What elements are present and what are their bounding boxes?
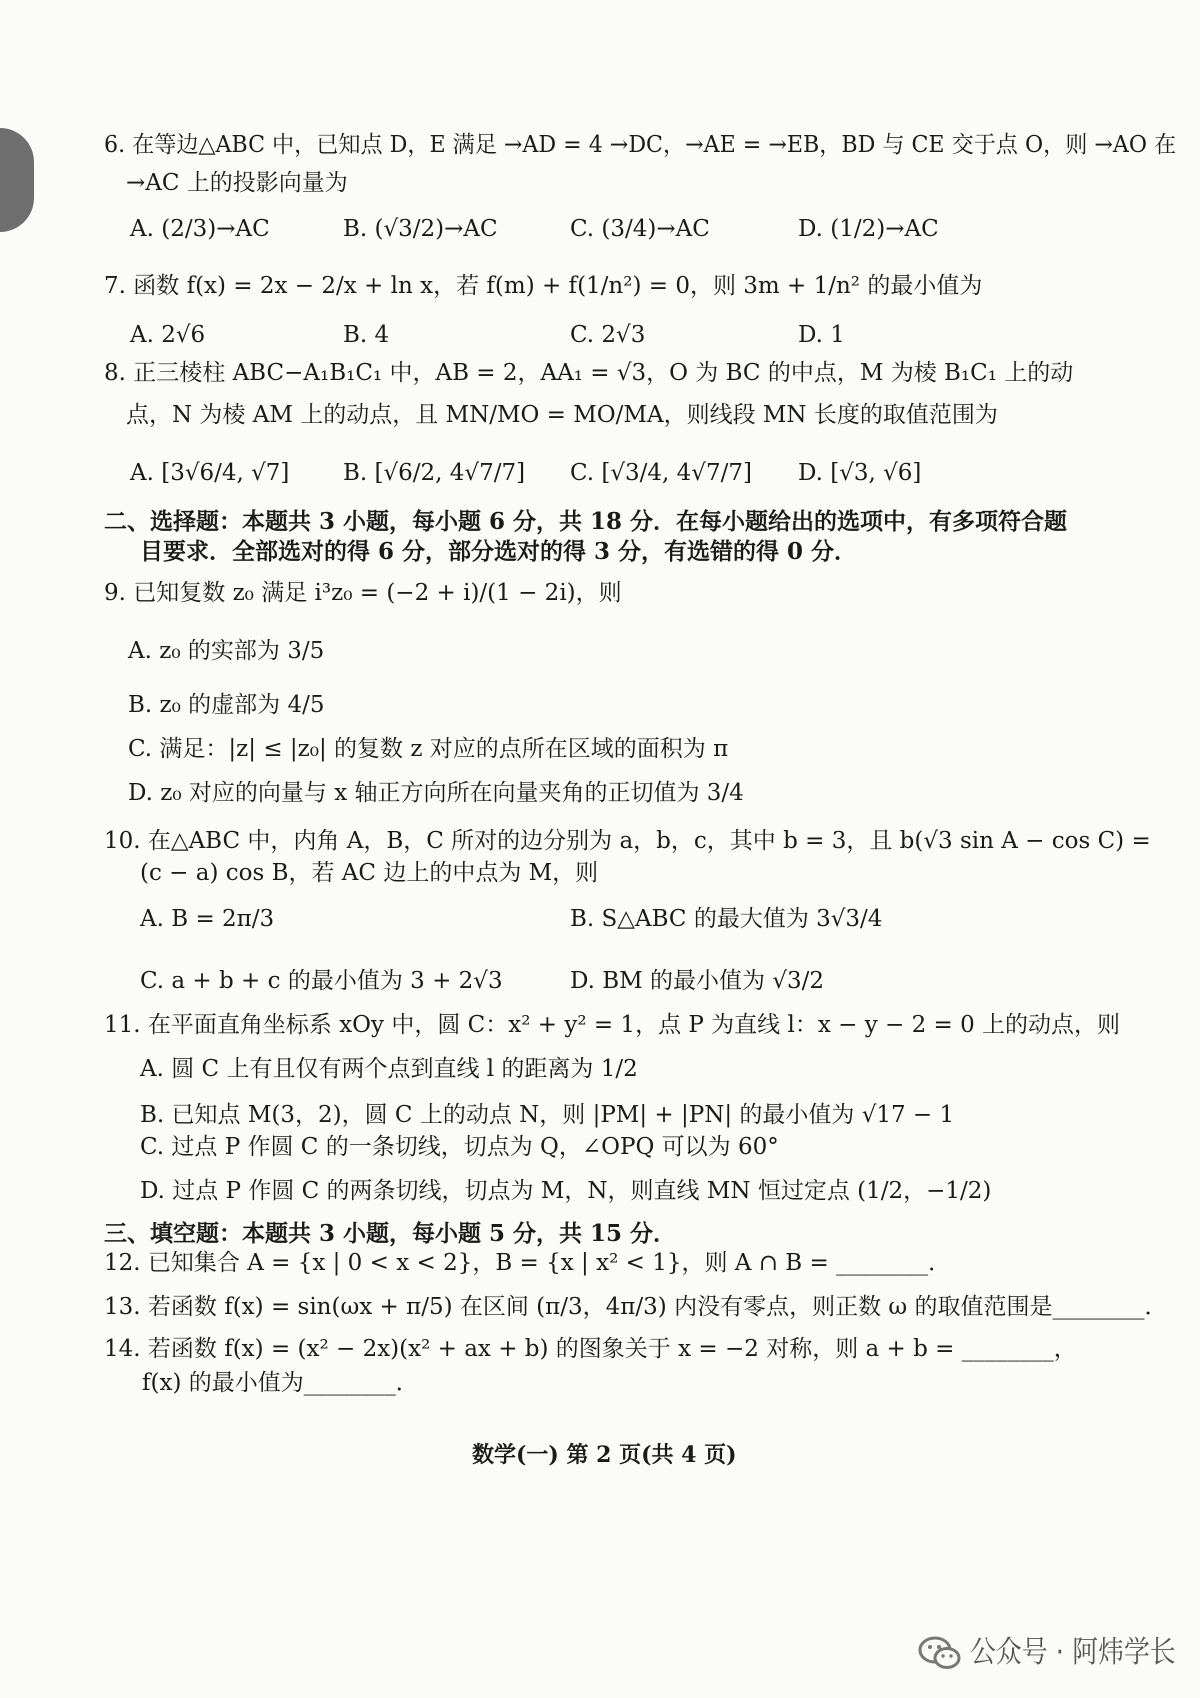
q7-option-b: B. 4: [343, 322, 390, 348]
q9-option-d: D. z₀ 对应的向量与 x 轴正方向所在向量夹角的正切值为 3/4: [128, 780, 744, 806]
q6-option-d: D. (1/2)→AC: [798, 216, 939, 242]
q8-option-d: D. [√3, √6]: [798, 460, 922, 486]
wechat-icon: [918, 1636, 962, 1670]
q10-option-b: B. S△ABC 的最大值为 3√3/4: [570, 906, 883, 932]
section-3-heading: 三、填空题：本题共 3 小题，每小题 5 分，共 15 分．: [104, 1220, 677, 1247]
q11-option-b: B. 已知点 M(3，2)，圆 C 上的动点 N，则 |PM| + |PN| 的最小值为 √17 − 1: [140, 1102, 955, 1128]
q6-stem-line2: →AC 上的投影向量为: [126, 170, 348, 196]
q11-stem: 11. 在平面直角坐标系 xOy 中，圆 C：x² + y² = 1，点 P 为直线 l：x − y − 2 = 0 上的动点，则: [104, 1012, 1121, 1038]
q7-option-c: C. 2√3: [570, 322, 646, 348]
q9-stem: 9. 已知复数 z₀ 满足 i³z₀ = (−2 + i)/(1 − 2i)，则: [104, 580, 622, 606]
q8-option-a: A. [3√6/4, √7]: [130, 460, 290, 486]
q13: 13. 若函数 f(x) = sin(ωx + π/5) 在区间 (π/3，4π/3) 内没有零点，则正数 ω 的取值范围是________．: [104, 1294, 1168, 1320]
q10-option-d: D. BM 的最小值为 √3/2: [570, 968, 824, 994]
section-2-heading-line1: 二、选择题：本题共 3 小题，每小题 6 分，共 18 分．在每小题给出的选项中，有多项符合题: [104, 508, 1068, 535]
q9-option-a: A. z₀ 的实部为 3/5: [128, 638, 325, 664]
q7-option-a: A. 2√6: [130, 322, 206, 348]
q10-option-a: A. B = 2π/3: [140, 906, 275, 932]
q8-option-b: B. [√6/2, 4√7/7]: [343, 460, 526, 486]
page-footer: 数学(一) 第 2 页(共 4 页): [472, 1442, 737, 1468]
q9-option-c: C. 满足：|z| ≤ |z₀| 的复数 z 对应的点所在区域的面积为 π: [128, 736, 729, 762]
section-2-heading-line2: 目要求．全部选对的得 6 分，部分选对的得 3 分，有选错的得 0 分．: [140, 538, 858, 565]
q7-stem: 7. 函数 f(x) = 2x − 2/x + ln x，若 f(m) + f(1/n²) = 0，则 3m + 1/n² 的最小值为: [104, 273, 983, 299]
q6-stem-line1: 6. 在等边△ABC 中，已知点 D，E 满足 →AD = 4 →DC，→AE = →EB，BD 与 CE 交于点 O，则 →AO 在: [104, 132, 1177, 158]
q14-line2: f(x) 的最小值为________．: [142, 1370, 419, 1396]
q10-option-c: C. a + b + c 的最小值为 3 + 2√3: [140, 968, 503, 994]
q11-option-a: A. 圆 C 上有且仅有两个点到直线 l 的距离为 1/2: [140, 1056, 638, 1082]
q12: 12. 已知集合 A = {x | 0 < x < 2}，B = {x | x² < 1}，则 A ∩ B = ________．: [104, 1250, 952, 1276]
q10-stem-line1: 10. 在△ABC 中，内角 A，B，C 所对的边分别为 a，b，c，其中 b = 3，且 b(√3 sin A − cos C) =: [104, 828, 1151, 854]
q8-option-c: C. [√3/4, 4√7/7]: [570, 460, 752, 486]
q6-option-c: C. (3/4)→AC: [570, 216, 710, 242]
q8-stem-line2: 点，N 为棱 AM 上的动点，且 MN/MO = MO/MA，则线段 MN 长度的取值范围为: [126, 402, 998, 428]
q9-option-b: B. z₀ 的虚部为 4/5: [128, 692, 325, 718]
watermark-text: 公众号 · 阿炜学长: [970, 1635, 1176, 1670]
q8-stem-line1: 8. 正三棱柱 ABC−A₁B₁C₁ 中，AB = 2，AA₁ = √3，O 为 BC 的中点，M 为棱 B₁C₁ 上的动: [104, 360, 1074, 386]
q6-option-a: A. (2/3)→AC: [130, 216, 270, 242]
q10-stem-line2: (c − a) cos B，若 AC 边上的中点为 M，则: [140, 860, 599, 886]
q14-line1: 14. 若函数 f(x) = (x² − 2x)(x² + ax + b) 的图象关于 x = −2 对称，则 a + b = ________，: [104, 1336, 1077, 1362]
q11-option-d: D. 过点 P 作圆 C 的两条切线，切点为 M，N，则直线 MN 恒过定点 (1/2，−1/2): [140, 1178, 992, 1204]
q11-option-c: C. 过点 P 作圆 C 的一条切线，切点为 Q，∠OPQ 可以为 60°: [140, 1134, 779, 1160]
q7-option-d: D. 1: [798, 322, 845, 348]
q6-option-b: B. (√3/2)→AC: [343, 216, 498, 242]
